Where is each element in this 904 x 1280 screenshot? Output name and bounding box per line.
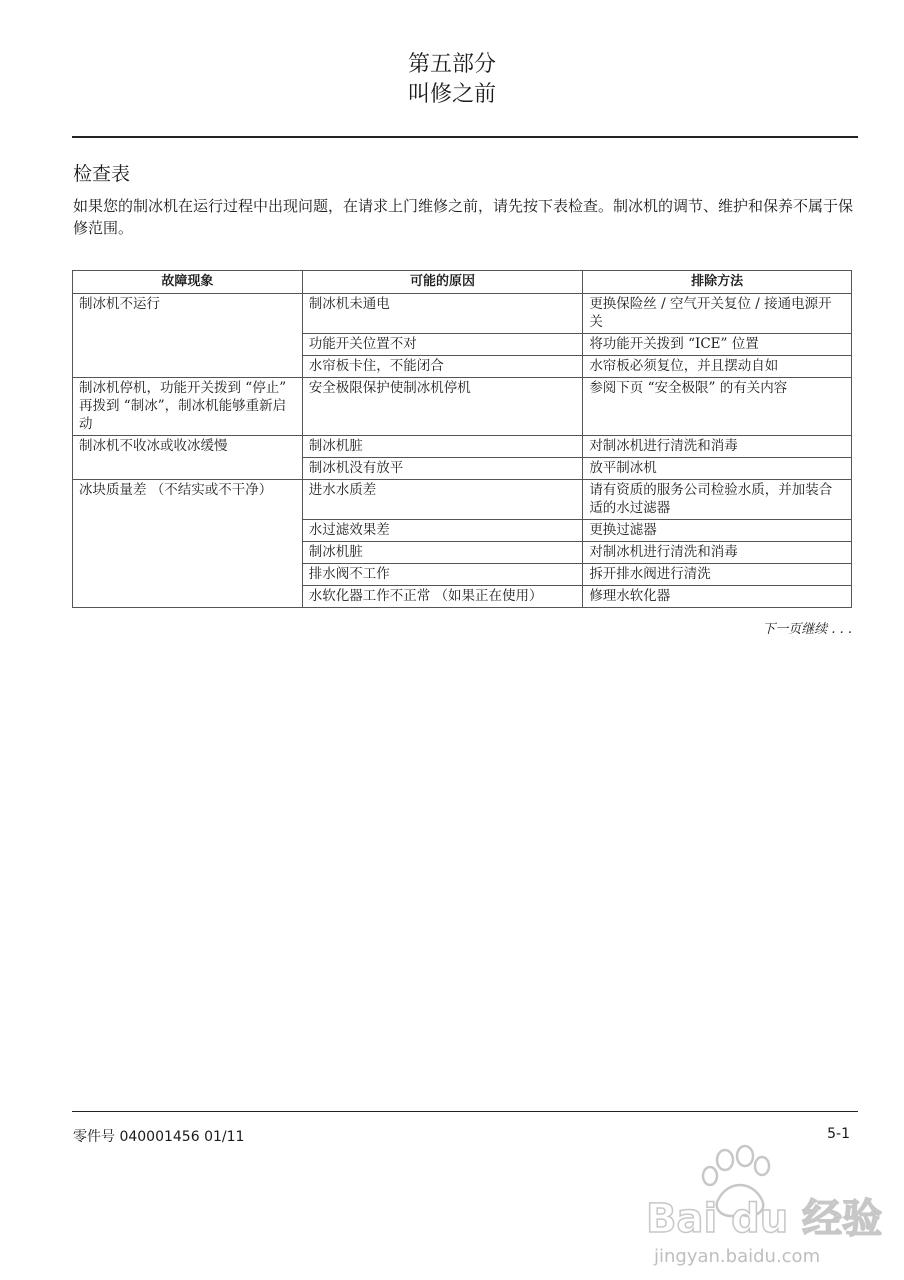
symptom-cell: 冰块质量差 （不结实或不干净） bbox=[73, 480, 303, 608]
watermark-brand: Bai du 经验 bbox=[646, 1196, 883, 1242]
cause-cell: 制冰机脏 bbox=[302, 542, 583, 564]
remedy-cell: 对制冰机进行清洗和消毒 bbox=[583, 542, 852, 564]
troubleshooting-table bbox=[72, 270, 852, 608]
cause-cell: 排水阀不工作 bbox=[302, 564, 583, 586]
page-title: 叫修之前 bbox=[407, 82, 496, 107]
part-number: 零件号 040001456 01/11 bbox=[73, 1129, 245, 1145]
table-row bbox=[73, 480, 852, 520]
cause-cell: 功能开关位置不对 bbox=[302, 334, 583, 356]
remedy-cell: 对制冰机进行清洗和消毒 bbox=[583, 436, 852, 458]
remedy-cell: 水帘板必须复位，并且摆动自如 bbox=[583, 356, 852, 378]
section-label: 第五部分 bbox=[407, 52, 496, 77]
cause-cell: 水软化器工作不正常 （如果正在使用） bbox=[302, 586, 583, 608]
cause-cell: 水帘板卡住，不能闭合 bbox=[302, 356, 583, 378]
table-row bbox=[73, 436, 852, 458]
cause-cell: 制冰机没有放平 bbox=[302, 458, 583, 480]
symptom-cell: 制冰机不运行 bbox=[73, 294, 303, 378]
table-row bbox=[73, 294, 852, 334]
cause-cell: 安全极限保护使制冰机停机 bbox=[302, 378, 583, 436]
column-header-remedy: 排除方法 bbox=[583, 271, 852, 294]
table-header-row bbox=[73, 271, 852, 294]
checklist-heading: 检查表 bbox=[73, 163, 131, 185]
remedy-cell: 更换过滤器 bbox=[583, 520, 852, 542]
continued-note: 下一页继续 . . . bbox=[762, 622, 852, 637]
table-row bbox=[73, 378, 852, 436]
remedy-cell: 参阅下页 “安全极限” 的有关内容 bbox=[583, 378, 852, 436]
column-header-cause: 可能的原因 bbox=[302, 271, 583, 294]
remedy-cell: 放平制冰机 bbox=[583, 458, 852, 480]
watermark-url: jingyan.baidu.com bbox=[654, 1246, 821, 1267]
remedy-cell: 将功能开关拨到 “ICE” 位置 bbox=[583, 334, 852, 356]
page-number: 5-1 bbox=[827, 1126, 850, 1142]
header-divider bbox=[72, 136, 858, 138]
symptom-cell: 制冰机不收冰或收冰缓慢 bbox=[73, 436, 303, 480]
page-header bbox=[0, 50, 904, 110]
cause-cell: 制冰机未通电 bbox=[302, 294, 583, 334]
remedy-cell: 更换保险丝 / 空气开关复位 / 接通电源开关 bbox=[583, 294, 852, 334]
footer-divider bbox=[72, 1111, 858, 1112]
cause-cell: 水过滤效果差 bbox=[302, 520, 583, 542]
baidu-watermark bbox=[640, 1140, 890, 1270]
cause-cell: 制冰机脏 bbox=[302, 436, 583, 458]
checklist-intro: 如果您的制冰机在运行过程中出现问题，在请求上门维修之前，请先按下表检查。制冰机的调节、维护和保养不属于保修范围。 bbox=[73, 197, 854, 237]
remedy-cell: 拆开排水阀进行清洗 bbox=[583, 564, 852, 586]
symptom-cell: 制冰机停机，功能开关拨到 “停止” 再拨到 “制冰”，制冰机能够重新启动 bbox=[73, 378, 303, 436]
baidu-paw-logo-icon bbox=[640, 1140, 890, 1270]
remedy-cell: 请有资质的服务公司检验水质，并加装合适的水过滤器 bbox=[583, 480, 852, 520]
cause-cell: 进水水质差 bbox=[302, 480, 583, 520]
column-header-symptom: 故障现象 bbox=[73, 271, 303, 294]
remedy-cell: 修理水软化器 bbox=[583, 586, 852, 608]
